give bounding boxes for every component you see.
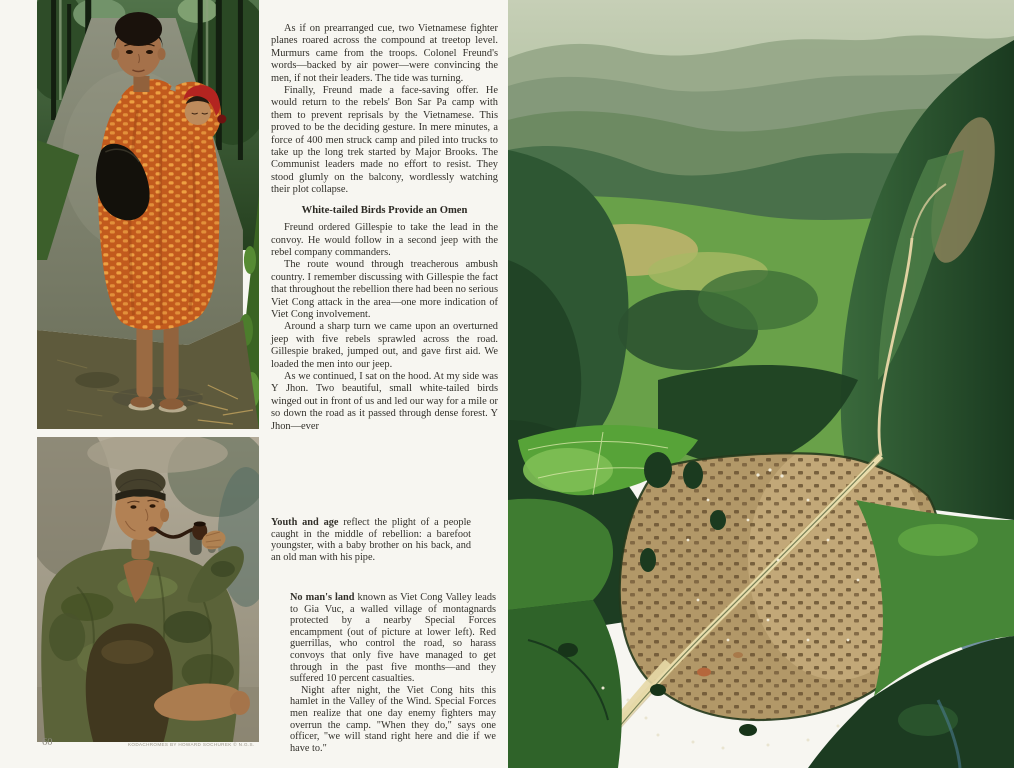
caption-text: reflect the plight of a people caught in the middle of rebellion: a barefoot youngster, with a baby brother on his back, and an old man with his pipe. <box>271 517 472 563</box>
article-text-column <box>271 23 498 433</box>
photo-boy-with-baby <box>37 0 259 429</box>
article-paragraph: As if on prearranged cue, two Vietnamese fighter planes roared across the compound at treetop level. Murmurs came from the troops. Colonel Freund's words—backed by air power—were convincing the men, if not their leaders. The tide was turning. <box>271 23 498 84</box>
page-number: 60 <box>42 737 53 748</box>
old-man-photo-illustration <box>37 437 259 742</box>
caption-youth-and-age <box>271 517 471 563</box>
photo-credit: KODACHROMES BY HOWARD SOCHUREK © N.G.S. <box>128 742 255 747</box>
article-subheading: White-tailed Birds Provide an Omen <box>301 204 468 216</box>
article-paragraph: The route wound through treacherous ambush country. I remember discussing with Gillespie the fact that throughout the rebellion there had been no serious Viet Cong attack in the area—one more indication of Viet Cong involvement. <box>271 259 498 320</box>
caption-lead: Youth and age <box>271 517 339 528</box>
article-paragraph: Finally, Freund made a face-saving offer. He would return to the rebels' Bon Sar Pa camp with them to prevent reprisals by the Vietnamese. This proved to be the deciding gesture. In mere minutes, a force of 400 men struck camp and piled into trucks to take up the long trek started by Major Brooks. The Communist leaders made no effort to resist. They stood glumly on the balcony, wordlessly watching their plot collapse. <box>271 85 498 196</box>
article-paragraph: Freund ordered Gillespie to take the lead in the convoy. He would follow in a second jeep with the rebel company commanders. <box>271 222 498 258</box>
photo-aerial-viet-cong-valley <box>508 0 1014 768</box>
caption-lead: No man's land <box>290 592 355 603</box>
boy-photo-illustration <box>37 0 259 429</box>
caption-text: known as Viet Cong Valley leads to Gia Vuc, a walled village of montagnards protected by a nearby Special Forces encampment (out of picture at lower left). Red guerrillas, who control the road, so harass convoys that only five have managed to get through in the past five months—and they suffered 10 percent casualties. <box>290 592 496 685</box>
photo-old-man-with-pipe <box>37 437 259 742</box>
caption-text: Night after night, the Viet Cong hits this hamlet in the Valley of the Wind. Special Forces men realize that one day enemy fighters may overrun the camp. "When they do," says one officer, "we will stand right here and die if we have to." <box>290 684 496 754</box>
caption-no-mans-land <box>290 592 496 754</box>
article-paragraph: Around a sharp turn we came upon an overturned jeep with five rebels sprawled across the road. Gillespie braked, jumped out, and gave first aid. We loaded the men into our jeep. <box>271 321 498 370</box>
valley-photo-illustration <box>508 0 1014 768</box>
article-paragraph: As we continued, I sat on the hood. At my side was Y Jhon. Two beautiful, small white-tailed birds winged out in front of us and led our way for a mile or so down the road as it passed through dense forest. Y Jhon—ever <box>271 370 498 432</box>
